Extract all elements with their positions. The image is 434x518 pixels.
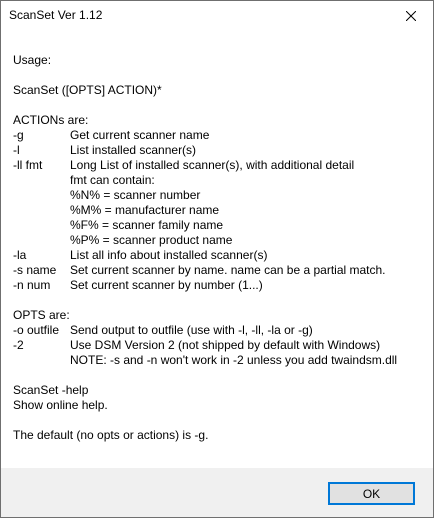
message-line — [13, 53, 423, 68]
option-description: Send output to outfile (use with -l, -ll, -la or -g) — [70, 323, 313, 337]
message-line — [13, 413, 423, 428]
option-flag: -2 — [13, 338, 24, 352]
option-description: %F% = scanner family name — [70, 218, 224, 232]
message-line — [13, 248, 423, 263]
message-line — [13, 98, 423, 113]
option-flag: -ll fmt — [13, 158, 43, 172]
message-line — [13, 143, 423, 158]
message-line — [13, 158, 423, 173]
title-bar[interactable] — [1, 1, 433, 30]
message-line — [13, 368, 423, 383]
ok-button[interactable]: OK — [328, 482, 415, 505]
option-description: List installed scanner(s) — [70, 143, 197, 157]
close-icon — [406, 11, 416, 21]
option-description: Set current scanner by number (1...) — [70, 278, 263, 292]
option-flag: -la — [13, 248, 27, 262]
message-line — [13, 428, 423, 443]
message-text-line: The default (no opts or actions) is -g. — [13, 428, 209, 442]
message-line — [13, 383, 423, 398]
message-text-line: ScanSet -help — [13, 383, 89, 397]
message-line — [13, 398, 423, 413]
option-description: %M% = manufacturer name — [70, 203, 220, 217]
message-line — [13, 278, 423, 293]
option-description: %P% = scanner product name — [70, 233, 233, 247]
message-line — [13, 218, 423, 233]
message-line — [13, 68, 423, 83]
message-line — [13, 263, 423, 278]
option-flag: -l — [13, 143, 20, 157]
button-area — [1, 468, 433, 517]
option-description: List all info about installed scanner(s) — [70, 248, 268, 262]
option-description: Long List of installed scanner(s), with additional detail — [70, 158, 355, 172]
option-flag: -o outfile — [13, 323, 60, 337]
message-line — [13, 338, 423, 353]
message-text — [13, 53, 423, 443]
message-line — [13, 113, 423, 128]
message-text-line: Show online help. — [13, 398, 108, 412]
message-text-line: ScanSet ([OPTS] ACTION)* — [13, 83, 162, 97]
message-line — [13, 173, 423, 188]
message-line — [13, 188, 423, 203]
option-description: Set current scanner by name. name can be a partial match. — [70, 263, 386, 277]
message-text-line: OPTS are: — [13, 308, 70, 322]
dialog-body — [1, 30, 433, 468]
message-line — [13, 233, 423, 248]
option-flag: -n num — [13, 278, 51, 292]
message-line — [13, 128, 423, 143]
message-line — [13, 308, 423, 323]
message-line — [13, 83, 423, 98]
option-description: NOTE: -s and -n won't work in -2 unless you add twaindsm.dll — [70, 353, 398, 367]
option-description: fmt can contain: — [70, 173, 155, 187]
message-line — [13, 203, 423, 218]
message-line — [13, 323, 423, 338]
option-flag: -s name — [13, 263, 57, 277]
message-text-line: ACTIONs are: — [13, 113, 89, 127]
close-button[interactable] — [389, 1, 433, 30]
option-description: Use DSM Version 2 (not shipped by default with Windows) — [70, 338, 381, 352]
window-title: ScanSet Ver 1.12 — [9, 8, 103, 22]
option-flag: -g — [13, 128, 24, 142]
option-description: %N% = scanner number — [70, 188, 201, 202]
message-text-line: Usage: — [13, 53, 52, 67]
message-line — [13, 353, 423, 368]
option-description: Get current scanner name — [70, 128, 210, 142]
message-line — [13, 293, 423, 308]
